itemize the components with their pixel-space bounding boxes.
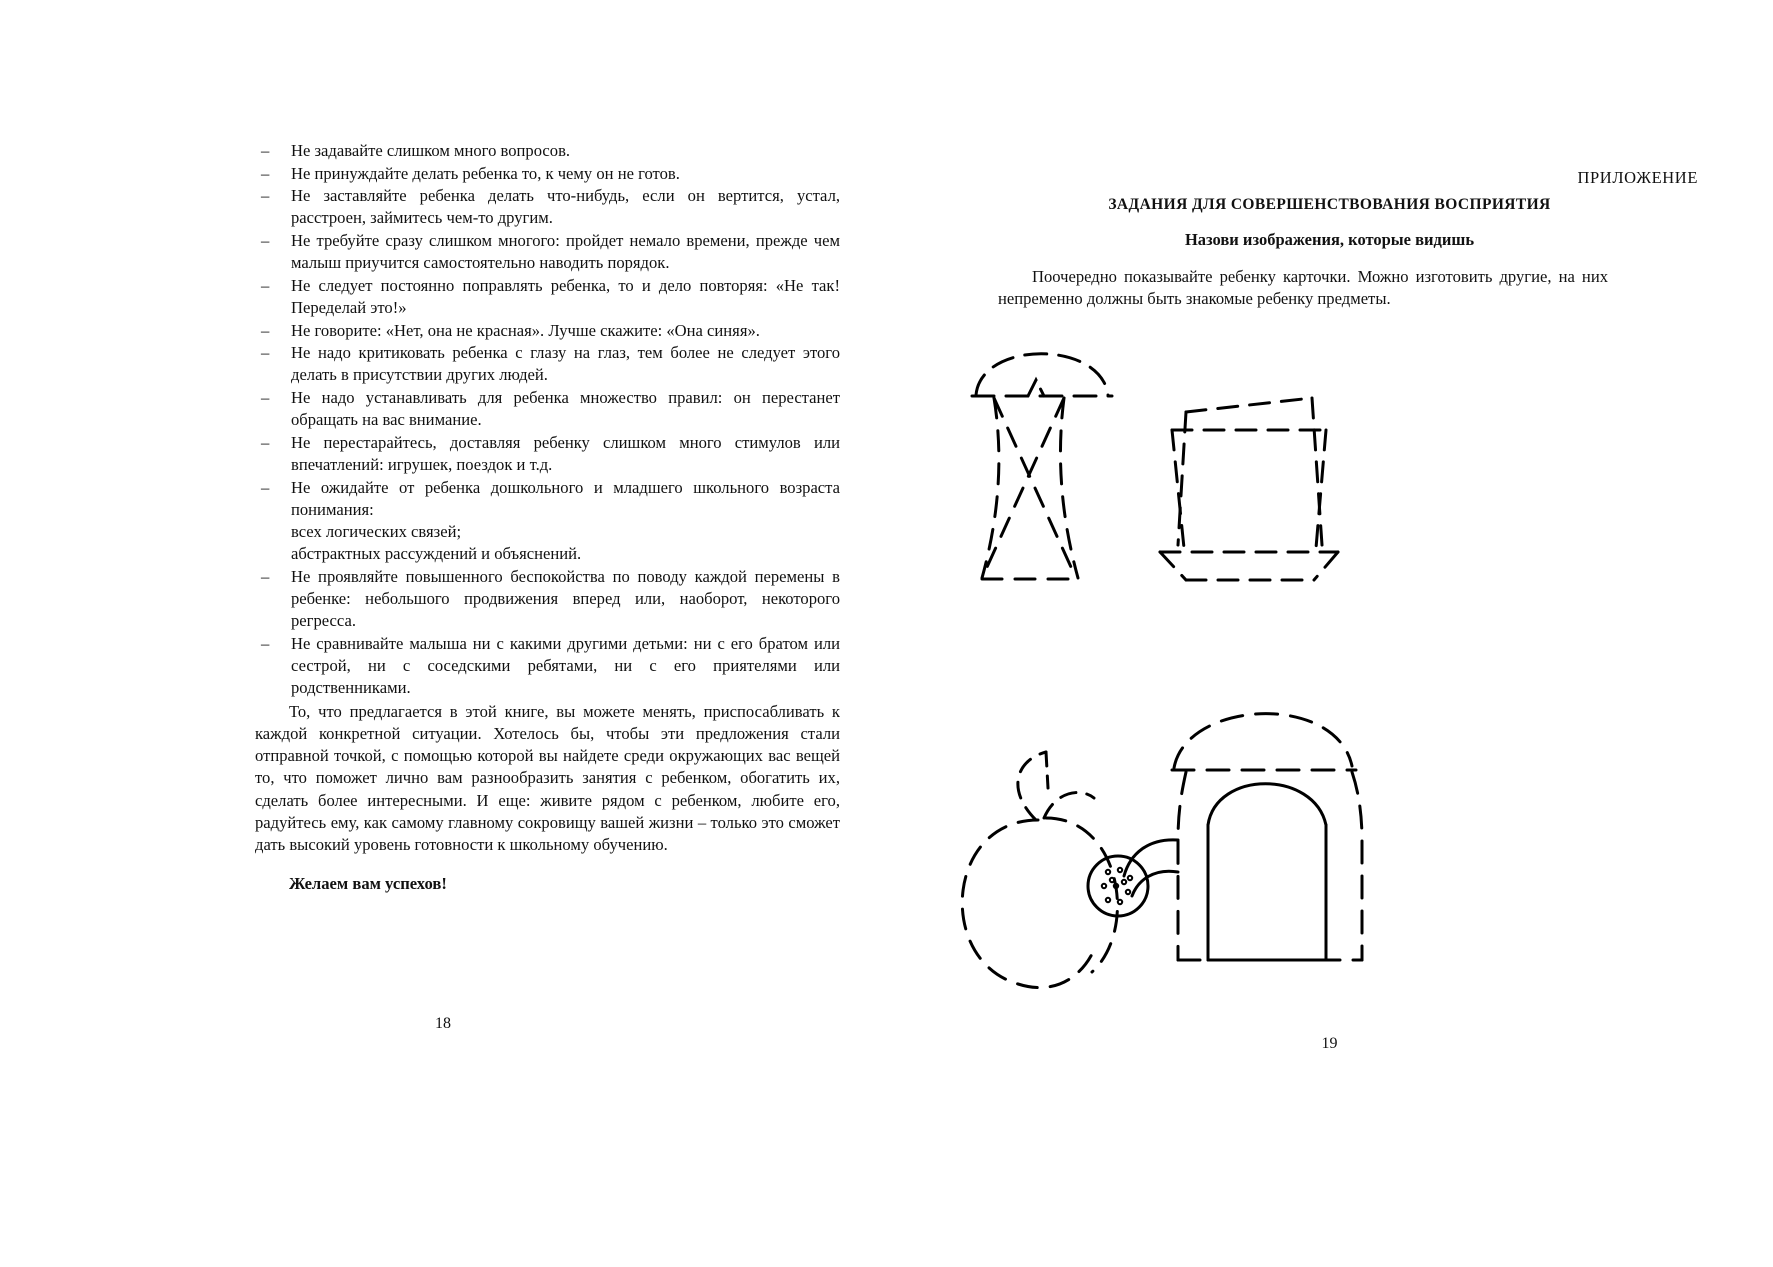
list-item: [255, 633, 840, 699]
list-item: [255, 230, 840, 274]
list-item-text: Не сравнивайте малыша ни с какими другими детьми: ни с его братом или сестрой, ни с соседскими ребятами, ни с его приятелями или родственниками.: [291, 633, 840, 697]
task-intro: Поочередно показывайте ребенку карточки. Можно изготовить другие, на них непременно должны быть знакомые ребенку предметы.: [998, 267, 1608, 309]
list-item-text: Не заставляйте ребенка делать что-нибудь, если он вертится, устал, расстроен, займитесь чем-то другим.: [291, 186, 840, 228]
left-page: [0, 0, 886, 1267]
list-item-text: Не надо устанавливать для ребенка множество правил: он перестанет обращать на вас внимание.: [291, 388, 840, 430]
right-page: [886, 0, 1773, 1267]
list-item: [255, 320, 840, 342]
list-item: [255, 342, 840, 386]
figure-group: [886, 320, 1773, 1020]
list-item: [255, 432, 840, 476]
list-item-text: Не ожидайте от ребенка дошкольного и младшего школьного возраста понимания:: [291, 477, 840, 519]
list-item: [255, 566, 840, 632]
appendix-label: ПРИЛОЖЕНИЕ: [1577, 168, 1698, 187]
page-number-right: 19: [1321, 1035, 1338, 1052]
list-item-text: Не говорите: «Нет, она не красная». Лучше скажите: «Она синяя».: [291, 320, 760, 340]
sub-line: всех логических связей;: [291, 521, 462, 541]
list-item: [255, 185, 840, 229]
list-item: [255, 163, 840, 185]
list-item-text: Не надо критиковать ребенка с глазу на глаз, тем более не следует этого делать в присутствии других людей.: [291, 343, 840, 385]
task-title: Назови изображения, которые видишь: [1184, 230, 1475, 249]
advice-list: [255, 140, 840, 699]
teapot-outline: [1088, 714, 1362, 960]
mushroom-outline: [972, 354, 1112, 579]
list-item-text: Не задавайте слишком много вопросов.: [291, 141, 571, 160]
page-number-left: 18: [435, 1015, 451, 1032]
list-item-text: Не принуждайте делать ребенка то, к чему он не готов.: [291, 163, 680, 183]
left-page-body: [255, 140, 840, 911]
bucket-outline: [1160, 398, 1338, 580]
list-item: [255, 477, 840, 566]
list-item-text: Не требуйте сразу слишком многого: пройдет немало времени, прежде чем малыш приучится самостоятельно наводить порядок.: [291, 231, 840, 273]
list-item: [255, 140, 840, 162]
list-item-text: Не перестарайтесь, доставляя ребенку слишком много стимулов или впечатлений: игрушек, поездок и т.д.: [291, 432, 840, 474]
list-item-text: Не следует постоянно поправлять ребенка, то и дело повторяя: «Не так! Переделай это!»: [291, 275, 840, 317]
section-title: ЗАДАНИЯ ДЛЯ СОВЕРШЕНСТВОВАНИЯ ВОСПРИЯТИЯ: [1108, 196, 1551, 213]
sub-line: абстрактных рассуждений и объяснений.: [291, 544, 582, 564]
closing-paragraph: То, что предлагается в этой книге, вы можете менять, приспосабливать к каждой конкретной ситуации. Хотелось бы, чтобы эти предложения стали отправной точкой, с помощью которой вы найдете среди окружающих вас вещей то, что поможет лично вам разнообразить занятия с ребенком, обогатить их, сделать более интересными. И еще: живите рядом с ребенком, любите его, радуйтесь ему, как самому главному сокровищу вашей жизни – только это сможет дать высокий уровень готовности к школьному обучению.: [255, 702, 840, 854]
list-item-text: Не проявляйте повышенного беспокойства по поводу каждой перемены в ребенке: небольшого продвижения вперед или, наоборот, некоторого регресса.: [291, 566, 840, 630]
list-item: [255, 387, 840, 431]
list-item: [255, 275, 840, 319]
wish-line: Желаем вам успехов!: [289, 873, 447, 893]
